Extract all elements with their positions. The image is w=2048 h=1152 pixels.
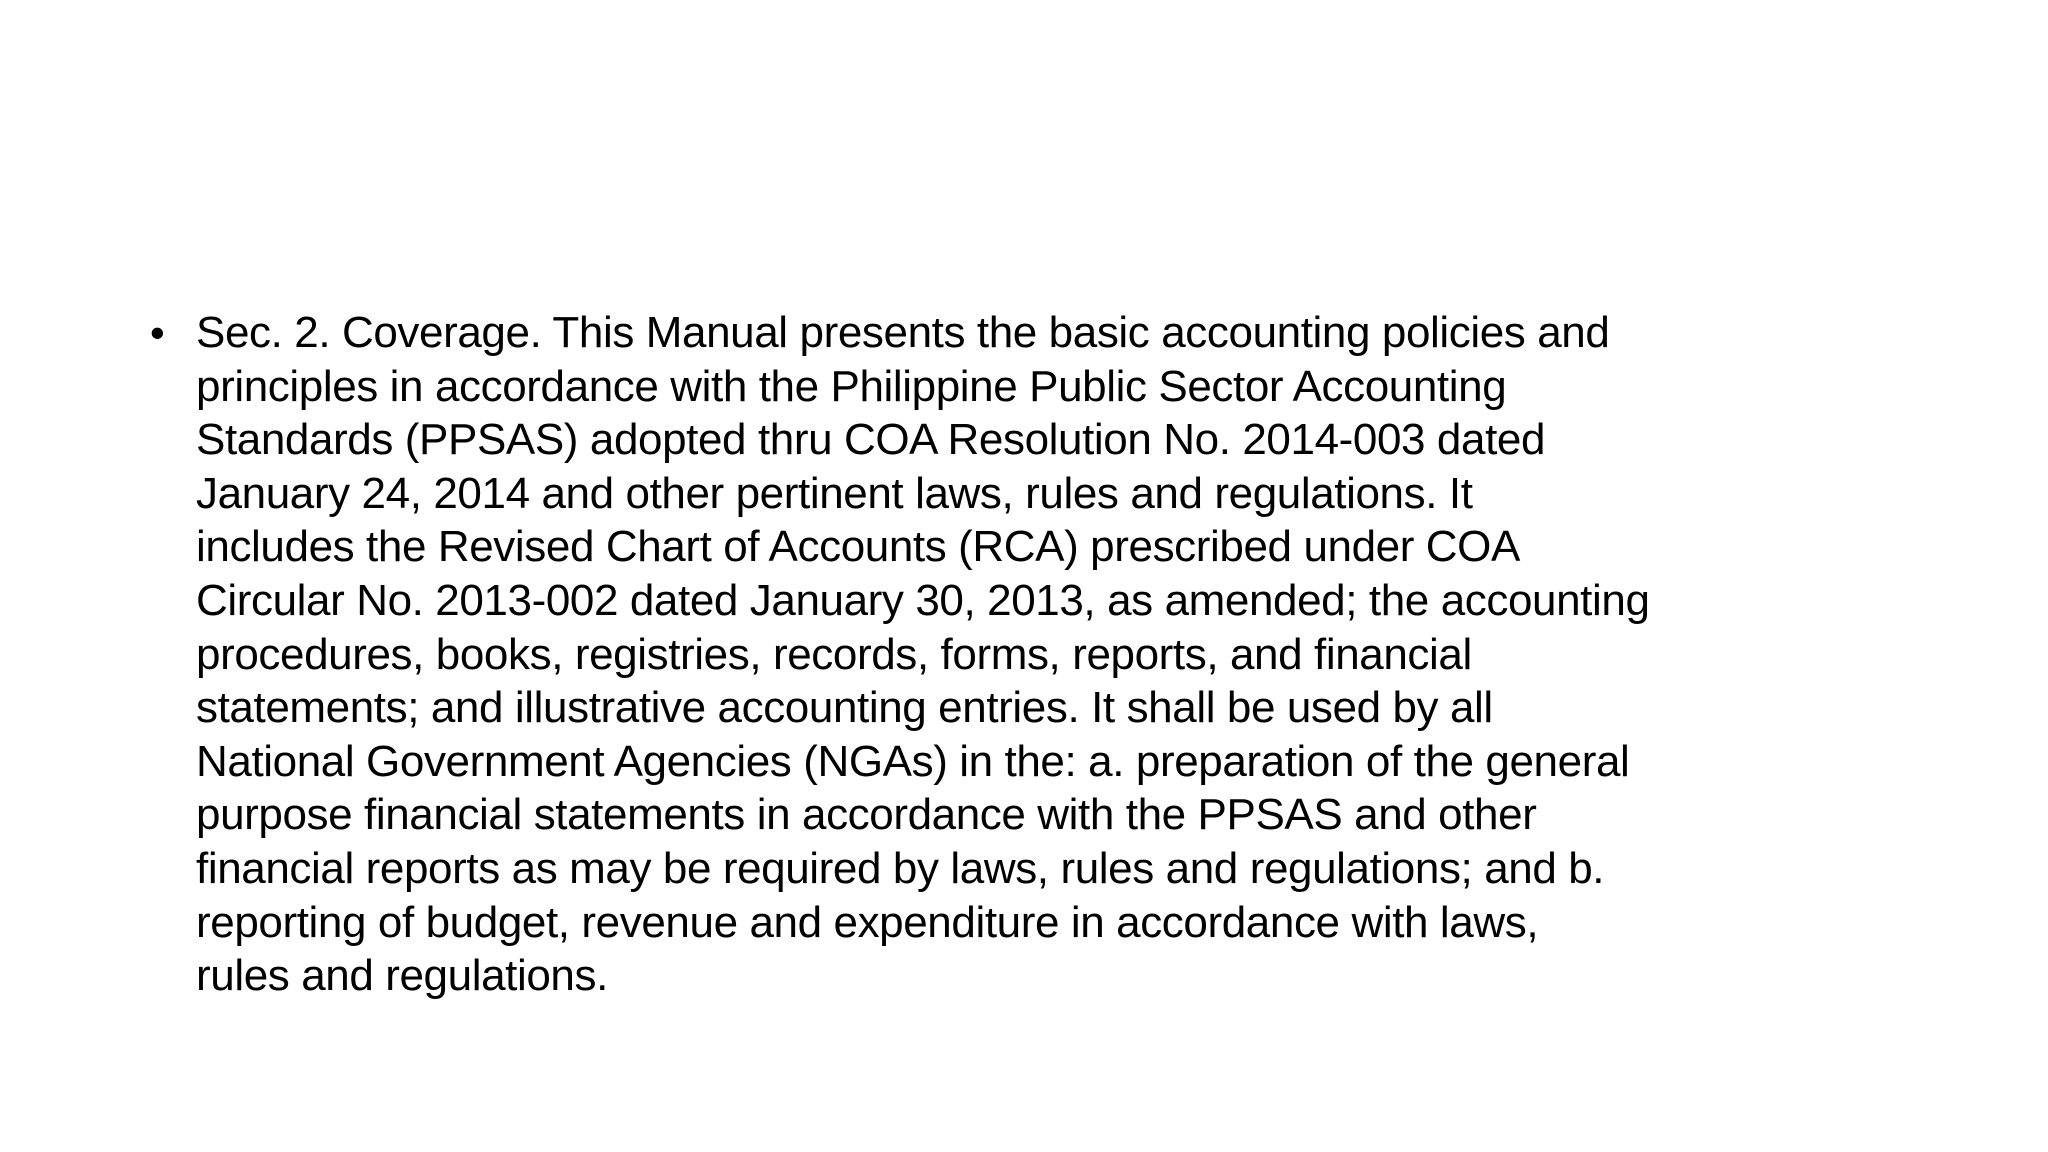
paragraph-line: Circular No. 2013-002 dated January 30, 2013, as amended; the accounting (196, 575, 1650, 625)
paragraph-line: includes the Revised Chart of Accounts (RCA) prescribed under COA (196, 522, 1520, 572)
bullet-item (150, 306, 1950, 1003)
paragraph-line: principles in accordance with the Philippine Public Sector Accounting (196, 361, 1507, 411)
paragraph-line: purpose financial statements in accordance with the PPSAS and other (196, 790, 1537, 840)
paragraph-line: procedures, books, registries, records, forms, reports, and financial (196, 629, 1472, 679)
paragraph-line: National Government Agencies (NGAs) in the: a. preparation of the general (196, 736, 1630, 786)
paragraph-line: Standards (PPSAS) adopted thru COA Resolution No. 2014-003 dated (196, 415, 1546, 465)
paragraph-line: January 24, 2014 and other pertinent laws, rules and regulations. It (196, 468, 1473, 518)
slide-body (150, 306, 1950, 1003)
paragraph-line: Sec. 2. Coverage. This Manual presents the basic accounting policies and (196, 308, 1610, 357)
paragraph-line: reporting of budget, revenue and expenditure in accordance with laws, (196, 897, 1539, 947)
paragraph (196, 306, 1950, 1003)
paragraph-line: financial reports as may be required by laws, rules and regulations; and b. (196, 843, 1605, 893)
paragraph-line: statements; and illustrative accounting entries. It shall be used by all (196, 683, 1493, 733)
bullet-icon: • (150, 309, 165, 356)
paragraph-line: rules and regulations. (196, 951, 608, 1001)
